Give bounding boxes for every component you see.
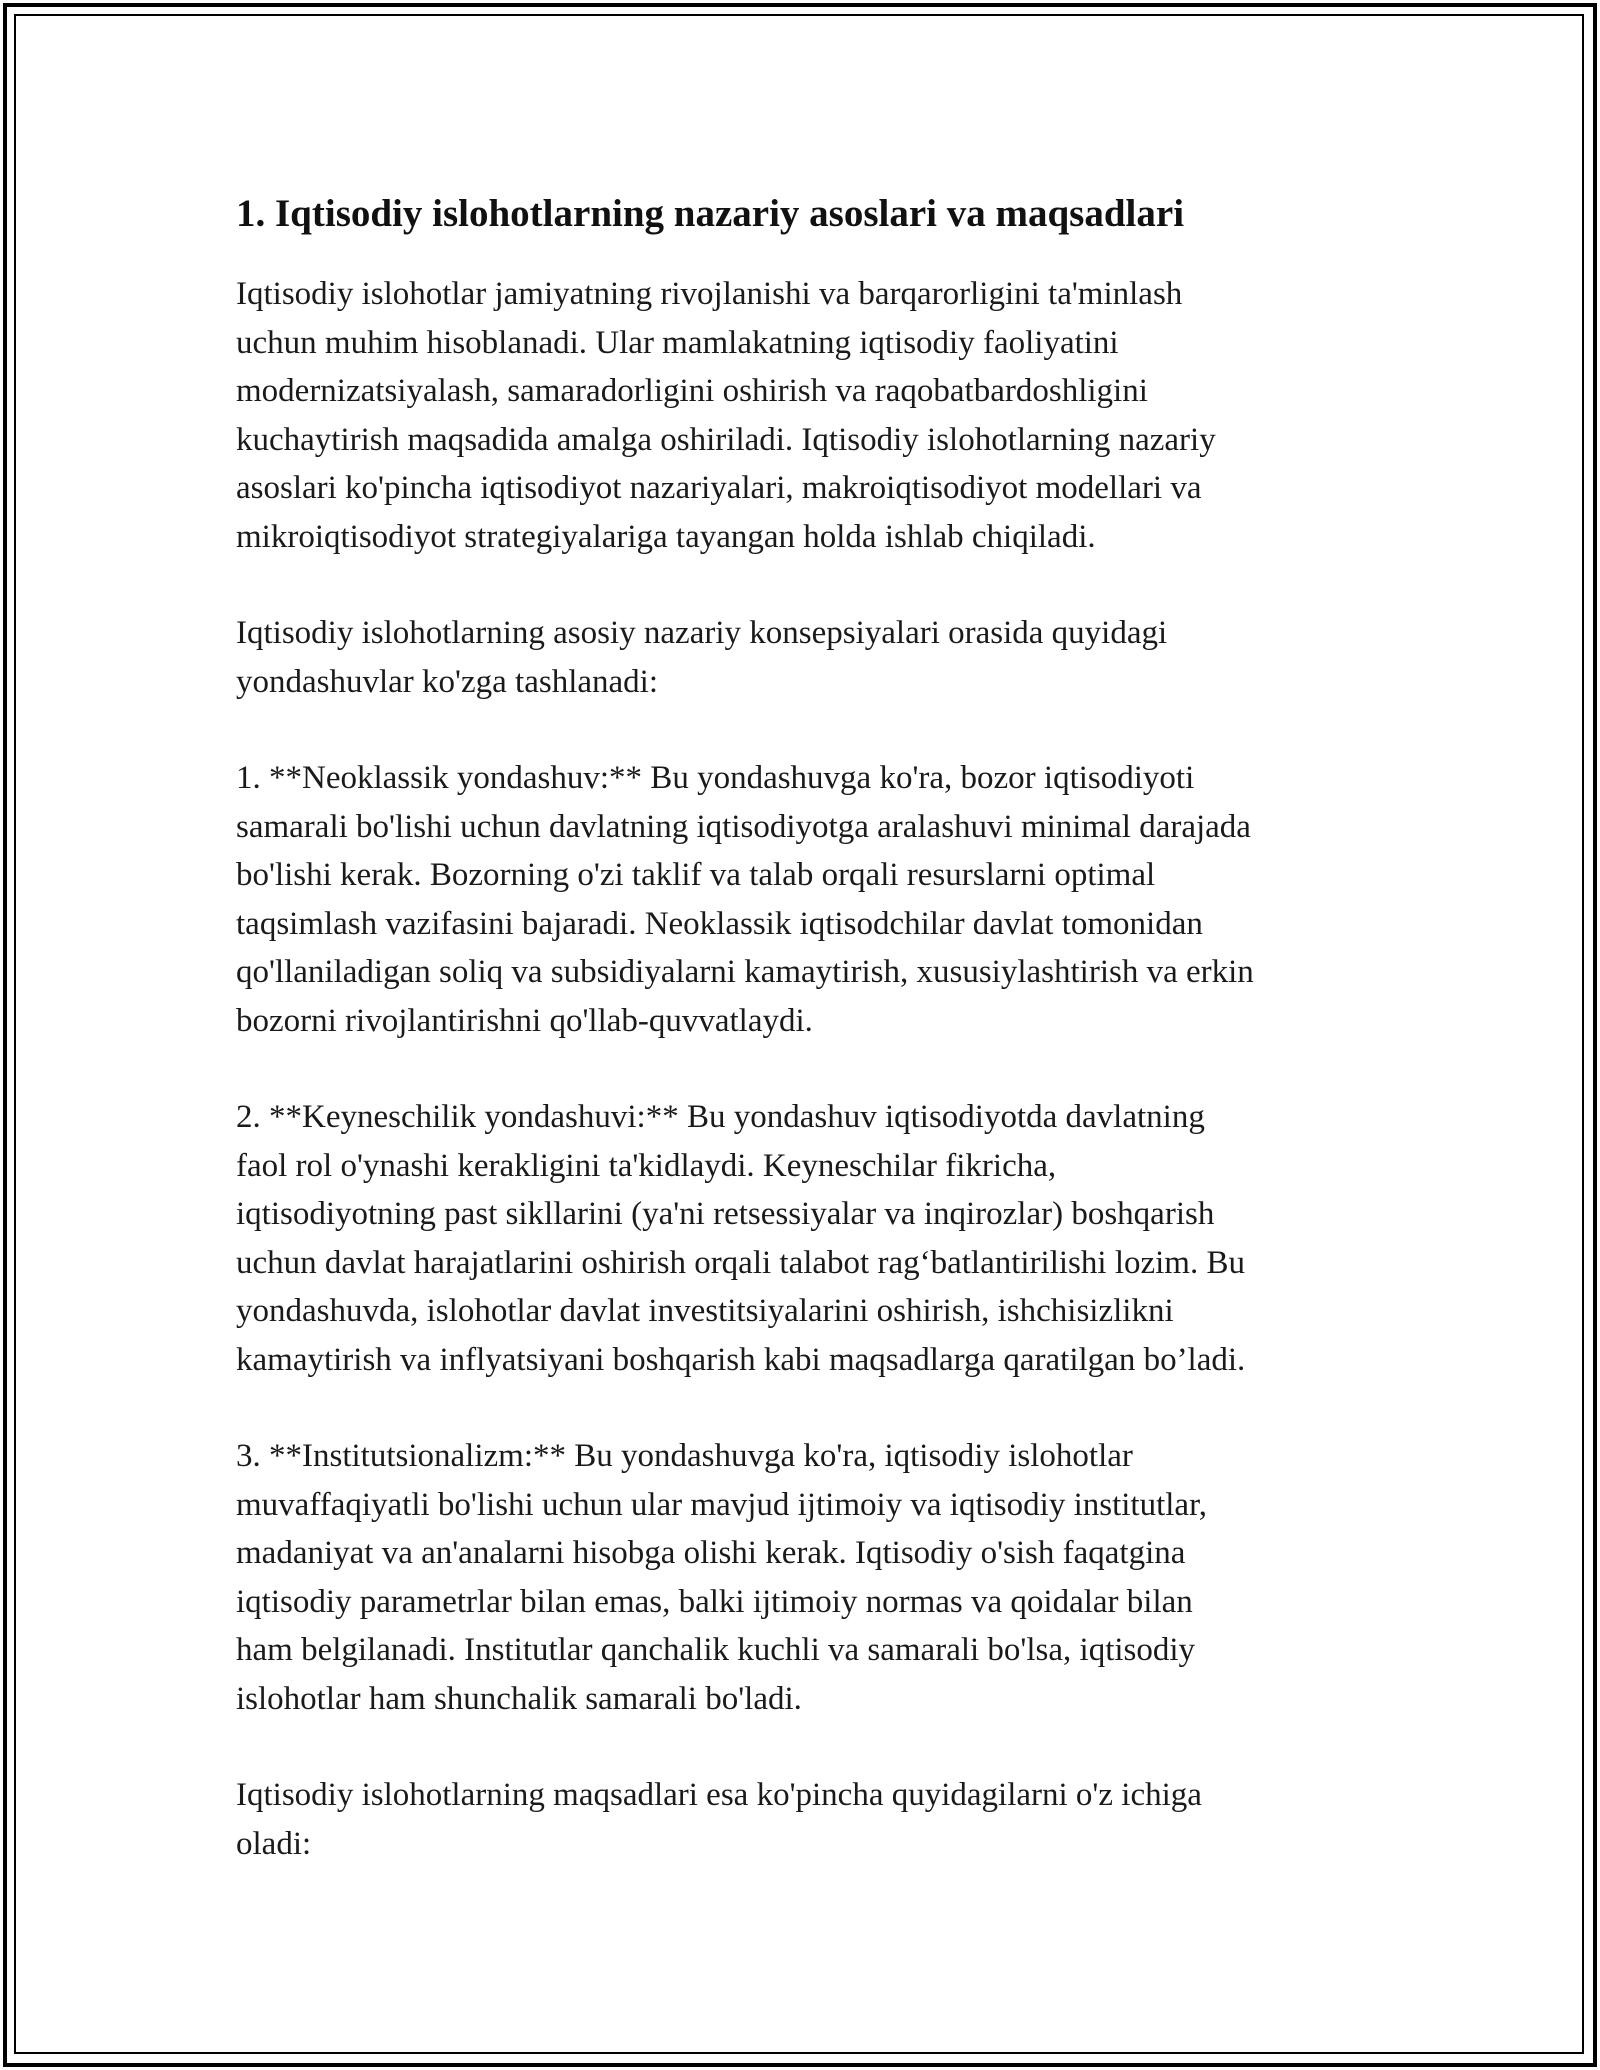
document-body [236,186,1376,1868]
paragraph-goals-lead: Iqtisodiy islohotlarning maqsadlari esa ko'pincha quyidagilarni o'z ichiga oladi: [236,1777,1202,1862]
paragraph-concepts-lead: Iqtisodiy islohotlarning asosiy nazariy konsepsiyalari orasida quyidagi yondashuvlar ko'zga tashlanadi: [236,615,1168,700]
section-heading: 1. Iqtisodiy islohotlarning nazariy asoslari va maqsadlari [236,192,1185,235]
paragraph-keynesian: 2. **Keyneschilik yondashuvi:** Bu yondashuv iqtisodiyotda davlatning faol rol o'ynashi kerakligini ta'kidlaydi. Keyneschilar fikricha, iqtisodiyotning past sikllarini (ya'ni retsessiyalar va inqirozlar) boshqarish uchun davlat harajatlarini oshirish orqali talabot rag‘batlantirilishi lozim. Bu yondashuvda, islohotlar davlat investitsiyalarini oshirish, ishchisizlikni kamaytirish va inflyatsiyani boshqarish kabi maqsadlarga qaratilgan bo’ladi. [236,1099,1246,1378]
paragraph-neoclassical: 1. **Neoklassik yondashuv:** Bu yondashuvga ko'ra, bozor iqtisodiyoti samarali bo'lishi uchun davlatning iqtisodiyotga aralashuvi minimal darajada bo'lishi kerak. Bozorning o'zi taklif va talab orqali resurslarni optimal taqsimlash vazifasini bajaradi. Neoklassik iqtisodchilar davlat tomonidan qo'llaniladigan soliq va subsidiyalarni kamaytirish, xususiylashtirish va erkin bozorni rivojlantirishni qo'llab-quvvatlaydi. [236,760,1254,1039]
paragraph-institutionalism: 3. **Institutsionalizm:** Bu yondashuvga ko'ra, iqtisodiy islohotlar muvaffaqiyatli bo'lishi uchun ular mavjud ijtimoiy va iqtisodiy institutlar, madaniyat va an'analarni hisobga olishi kerak. Iqtisodiy o'sish faqatgina iqtisodiy parametrlar bilan emas, balki ijtimoiy normas va qoidalar bilan ham belgilanadi. Institutlar qanchalik kuchli va samarali bo'lsa, iqtisodiy islohotlar ham shunchalik samarali bo'ladi. [236,1438,1207,1717]
paragraph-intro: Iqtisodiy islohotlar jamiyatning rivojlanishi va barqarorligini ta'minlash uchun muhim hisoblanadi. Ular mamlakatning iqtisodiy faoliyatini modernizatsiyalash, samaradorligini oshirish va raqobatbardoshligini kuchaytirish maqsadida amalga oshiriladi. Iqtisodiy islohotlarning nazariy asoslari ko'pincha iqtisodiyot nazariyalari, makroiqtisodiyot modellari va mikroiqtisodiyot strategiyalariga tayangan holda ishlab chiqiladi. [236,276,1216,555]
